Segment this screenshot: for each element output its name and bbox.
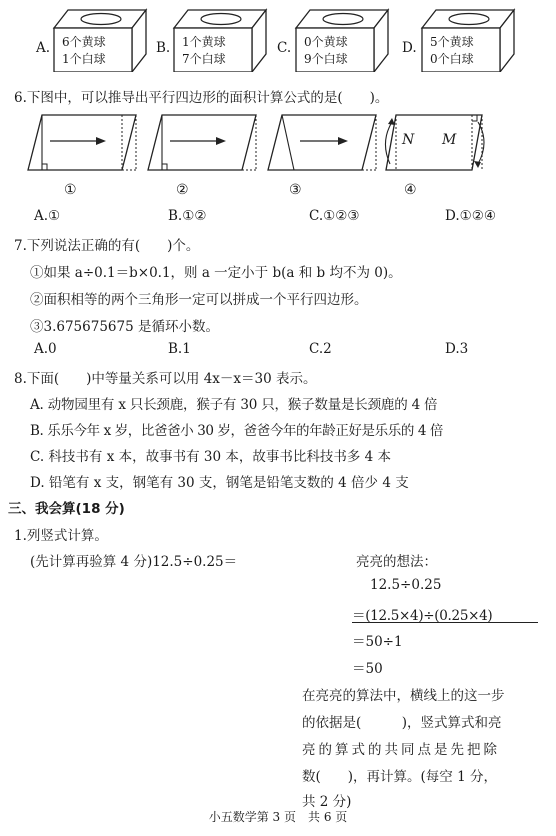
box-a-line2: 1个白球 — [62, 52, 106, 66]
q8-option-d: D. 铅笔有 x 支，钢笔有 30 支，钢笔是铅笔支数的 4 倍少 4 支 — [30, 475, 409, 491]
page-footer: 小五数学第 3 页 共 6 页 — [208, 810, 348, 824]
q5-options — [0, 0, 556, 80]
q7-statement-3: ③3.675675675 是循环小数。 — [30, 319, 219, 335]
liang-step-1: 12.5÷0.25 — [370, 577, 442, 593]
box-c-line1: 0个黄球 — [304, 35, 348, 49]
q8-option-c: C. 科技书有 x 本，故事书有 30 本，故事书比科技书多 4 本 — [30, 449, 392, 465]
liang-question-line-1: 在亮亮的算法中，横线上的这一步 — [302, 688, 505, 704]
figure-label-2: ② — [176, 182, 189, 198]
liang-step-3: ＝50÷1 — [352, 634, 403, 650]
q8-option-b: B. 乐乐今年 x 岁，比爸爸小 30 岁，爸爸今年的年龄正好是乐乐的 4 倍 — [30, 423, 444, 439]
q8-option-a: A. 动物园里有 x 只长颈鹿，猴子有 30 只，猴子数量是长颈鹿的 4 倍 — [30, 397, 438, 413]
q7-statement-2: ②面积相等的两个三角形一定可以拼成一个平行四边形。 — [30, 292, 368, 308]
liang-step-underline — [352, 622, 538, 623]
q6-stem: 6.下图中，可以推导出平行四边形的面积计算公式的是( )。 — [14, 90, 389, 106]
q5-option-a-letter: A. — [36, 40, 51, 56]
liang-title: 亮亮的想法： — [356, 554, 437, 570]
figure-4 — [382, 112, 494, 174]
figure-labels — [0, 182, 556, 202]
figure-label-3: ③ — [289, 182, 302, 198]
q6-option-b: B.①② — [168, 208, 207, 224]
figure-4-m-label: M — [442, 132, 457, 148]
section-3-heading: 三、我会算(18 分) — [8, 501, 125, 517]
box-b-line2: 7个白球 — [182, 52, 226, 66]
q7-option-c: C.2 — [309, 341, 332, 357]
box-d-line2: 0个白球 — [430, 52, 474, 66]
box-c-line2: 9个白球 — [304, 52, 348, 66]
figure-1 — [26, 112, 138, 174]
figure-2 — [146, 112, 258, 174]
q6-option-d: D.①②④ — [445, 208, 496, 224]
q5-option-c-letter: C. — [277, 40, 292, 56]
q7-statement-1: ①如果 a÷0.1＝b×0.1，则 a 一定小于 b(a 和 b 均不为 0)。 — [30, 265, 402, 281]
liang-question-line-3: 亮的算式的共同点是先把除 — [302, 742, 500, 758]
section-3-q1-task: (先计算再验算 4 分)12.5÷0.25＝ — [30, 554, 238, 570]
liang-question-line-4: 数( )，再计算。(每空 1 分， — [302, 769, 497, 785]
q7-option-b: B.1 — [168, 341, 191, 357]
figure-3 — [266, 112, 378, 174]
q7-option-a: A.0 — [34, 341, 57, 357]
liang-question-line-5: 共 2 分) — [302, 794, 352, 810]
box-b-line1: 1个黄球 — [182, 35, 226, 49]
figure-4-n-label: N — [402, 132, 415, 148]
q7-stem: 7.下列说法正确的有( )个。 — [14, 238, 200, 254]
section-3-q1-title: 1.列竖式计算。 — [14, 528, 108, 544]
liang-question-line-2: 的依据是( )，竖式算式和亮 — [302, 715, 502, 731]
liang-step-4: ＝50 — [352, 661, 383, 677]
parallelogram-figures — [0, 112, 556, 182]
q5-option-b-letter: B. — [156, 40, 171, 56]
q5-option-d-letter: D. — [402, 40, 417, 56]
q8-stem: 8.下面( )中等量关系可以用 4x－x＝30 表示。 — [14, 371, 317, 387]
q7-option-d: D.3 — [445, 341, 469, 357]
q6-option-a: A.① — [34, 208, 61, 224]
q6-option-c: C.①②③ — [309, 208, 360, 224]
figure-label-1: ① — [64, 182, 77, 198]
box-a-line1: 6个黄球 — [62, 35, 106, 49]
box-d-line1: 5个黄球 — [430, 35, 474, 49]
liang-step-2: ＝(12.5×4)÷(0.25×4) — [352, 608, 493, 624]
figure-label-4: ④ — [404, 182, 417, 198]
